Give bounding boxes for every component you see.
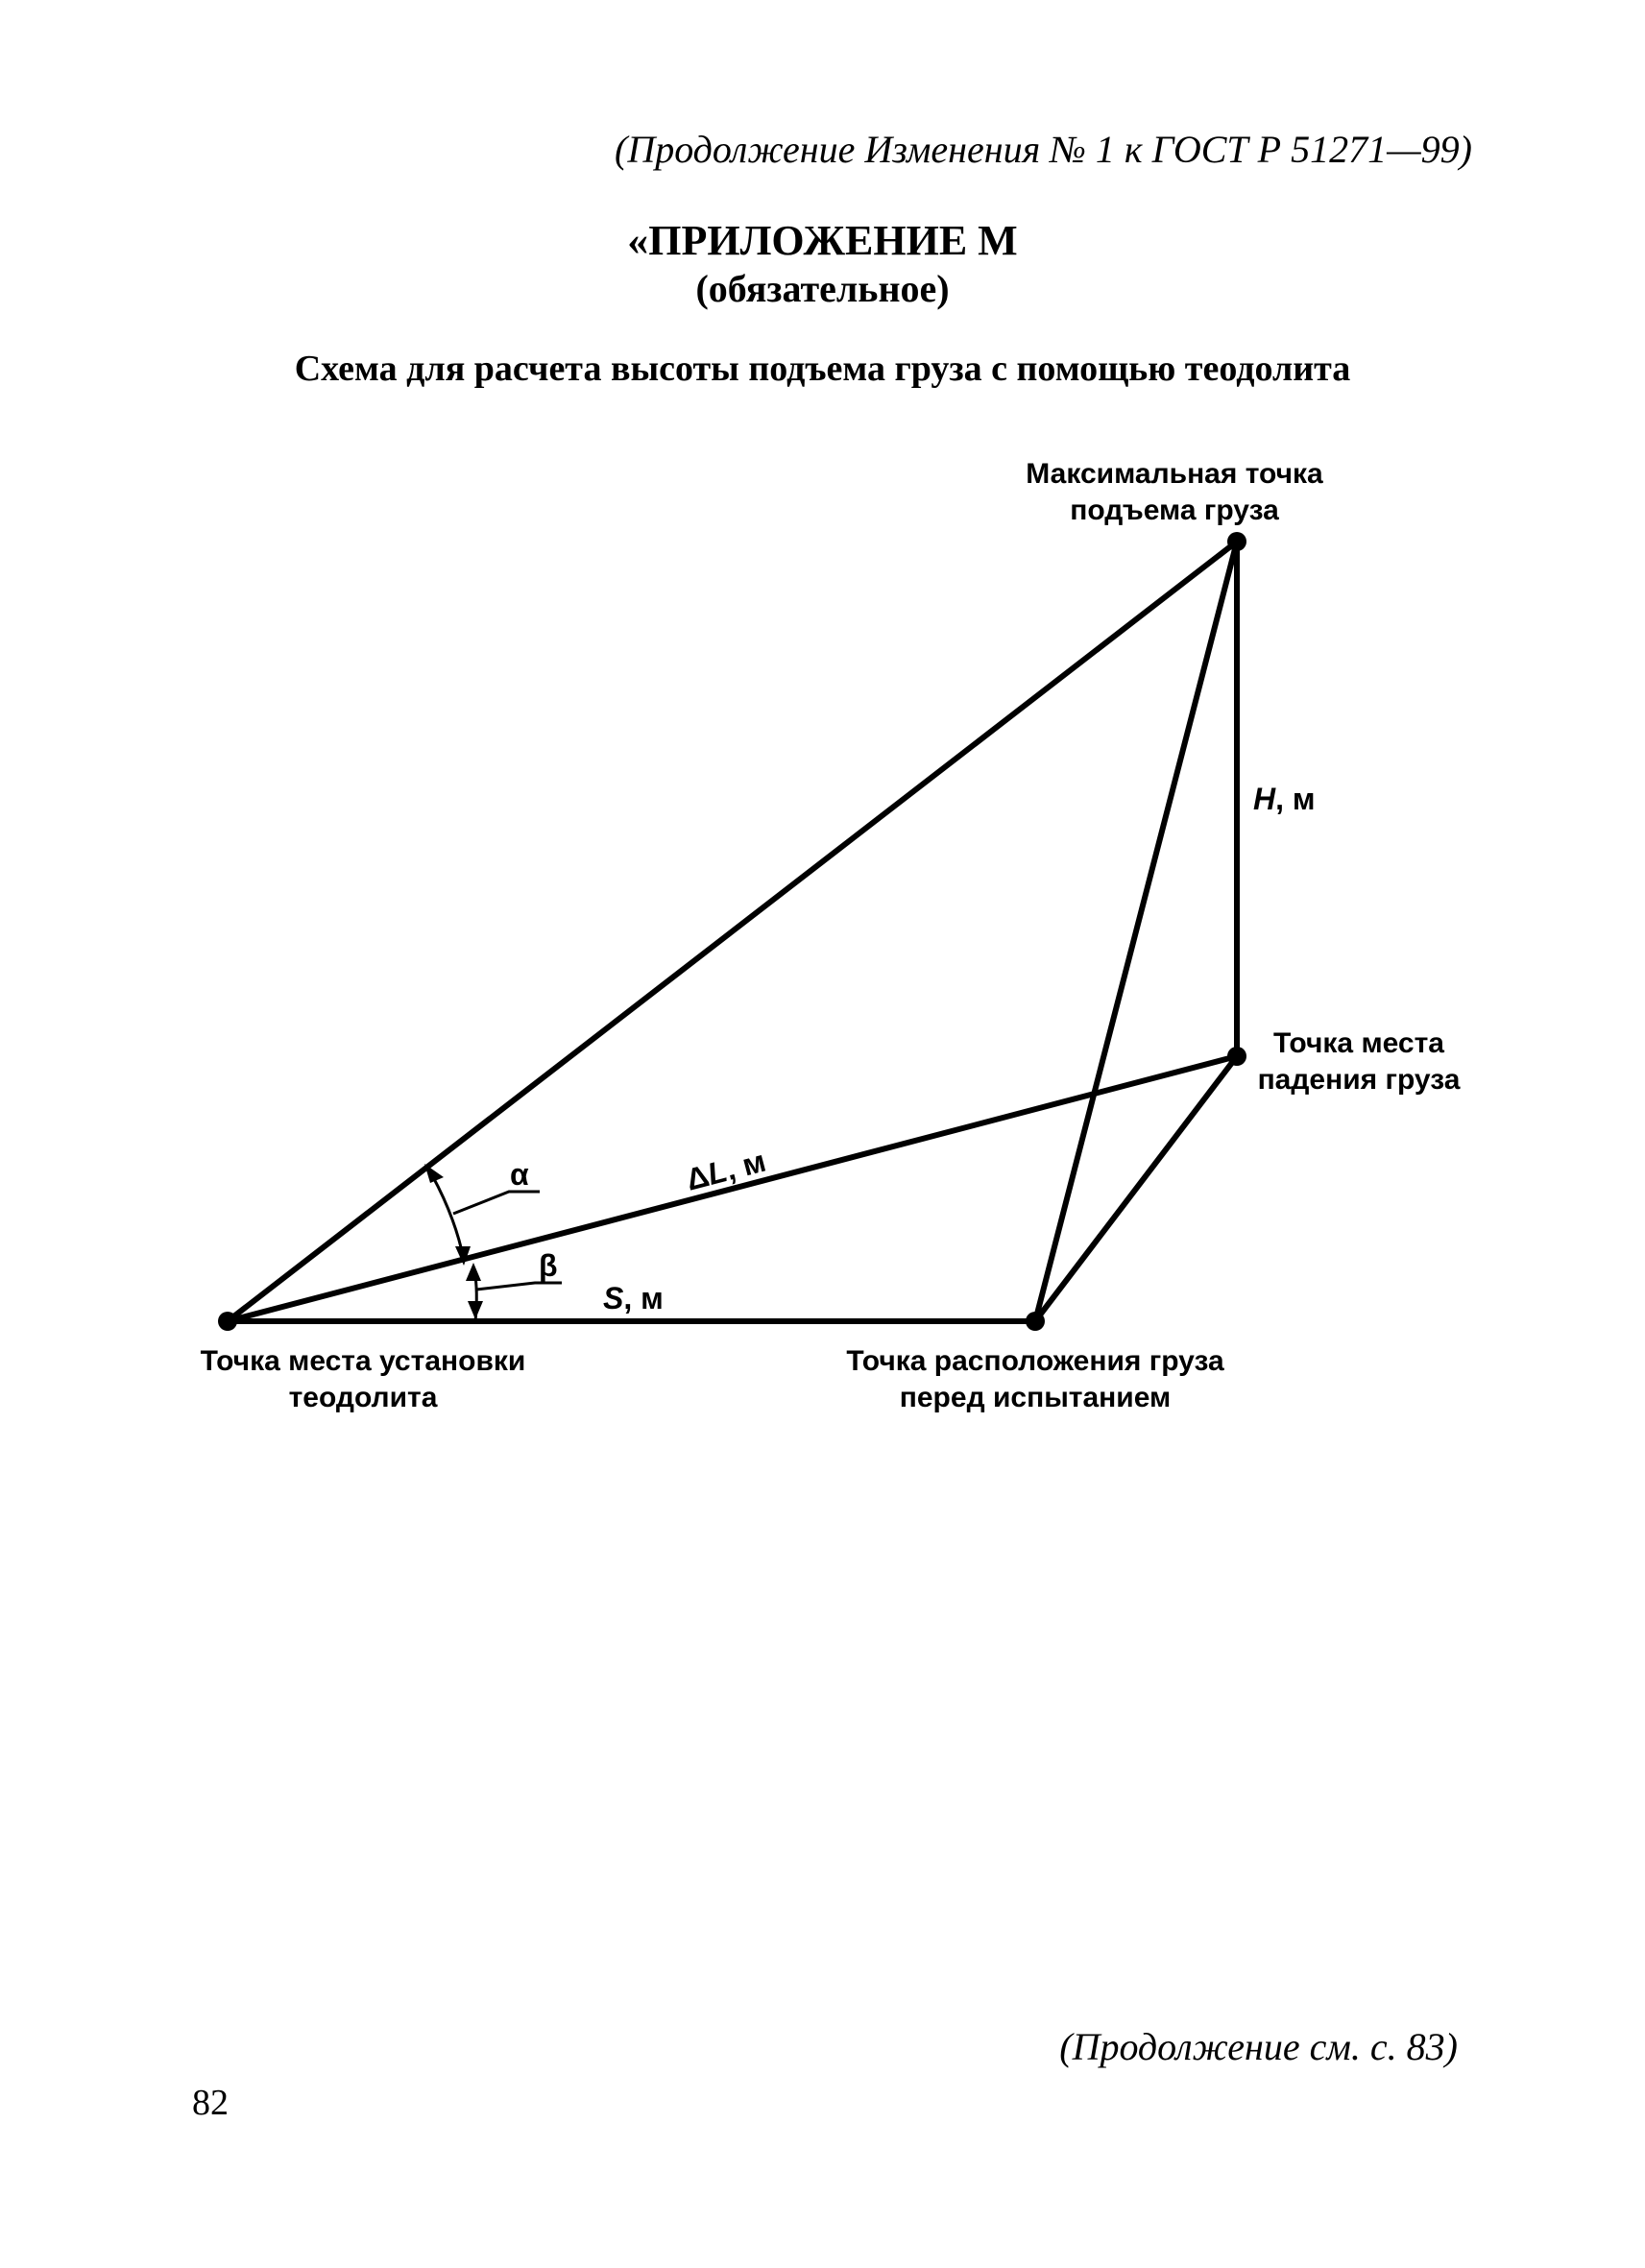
appendix-subtitle: (обязательное)	[695, 267, 950, 310]
page-number: 82	[192, 2083, 229, 2123]
label-drop-line2: падения груза	[1257, 1064, 1461, 1096]
label-load-line2: перед испытанием	[899, 1382, 1172, 1413]
line-load-to-drop	[1035, 1056, 1237, 1321]
label-max-lift-line1: Максимальная точка	[1026, 458, 1323, 490]
label-delta-l: ΔL, м	[682, 1143, 770, 1197]
figure-title: Схема для расчета высоты подъема груза с помощью теодолита	[294, 349, 1351, 389]
label-max-lift-line2: подъема груза	[1070, 495, 1279, 526]
label-beta: β	[539, 1248, 558, 1283]
continuation-footer: (Продолжение см. с. 83)	[1059, 2025, 1458, 2068]
point-max-lift	[1227, 532, 1246, 551]
beta-arrow-bottom	[468, 1301, 483, 1319]
label-height-h: H, м	[1253, 782, 1316, 816]
label-s: S, м	[603, 1281, 664, 1315]
point-theodolite	[218, 1312, 237, 1331]
appendix-title: «ПРИЛОЖЕНИЕ М	[627, 217, 1018, 264]
point-load	[1026, 1312, 1045, 1331]
beta-leader	[476, 1283, 562, 1290]
continuation-header: (Продолжение Изменения № 1 к ГОСТ Р 51271—99)	[615, 128, 1472, 171]
label-theodolite-line2: теодолита	[288, 1382, 438, 1413]
beta-arrow-top	[466, 1263, 481, 1281]
line-load-to-max	[1035, 542, 1237, 1321]
label-load-line1: Точка расположения груза	[846, 1345, 1224, 1377]
label-theodolite-line1: Точка места установки	[200, 1345, 526, 1377]
alpha-arrow-top	[424, 1164, 444, 1183]
line-theodolite-to-drop	[228, 1056, 1237, 1321]
alpha-leader	[453, 1192, 540, 1214]
label-alpha: α	[510, 1157, 529, 1192]
line-theodolite-to-max	[228, 542, 1237, 1321]
label-drop-line1: Точка места	[1272, 1027, 1445, 1059]
point-drop	[1227, 1047, 1246, 1066]
